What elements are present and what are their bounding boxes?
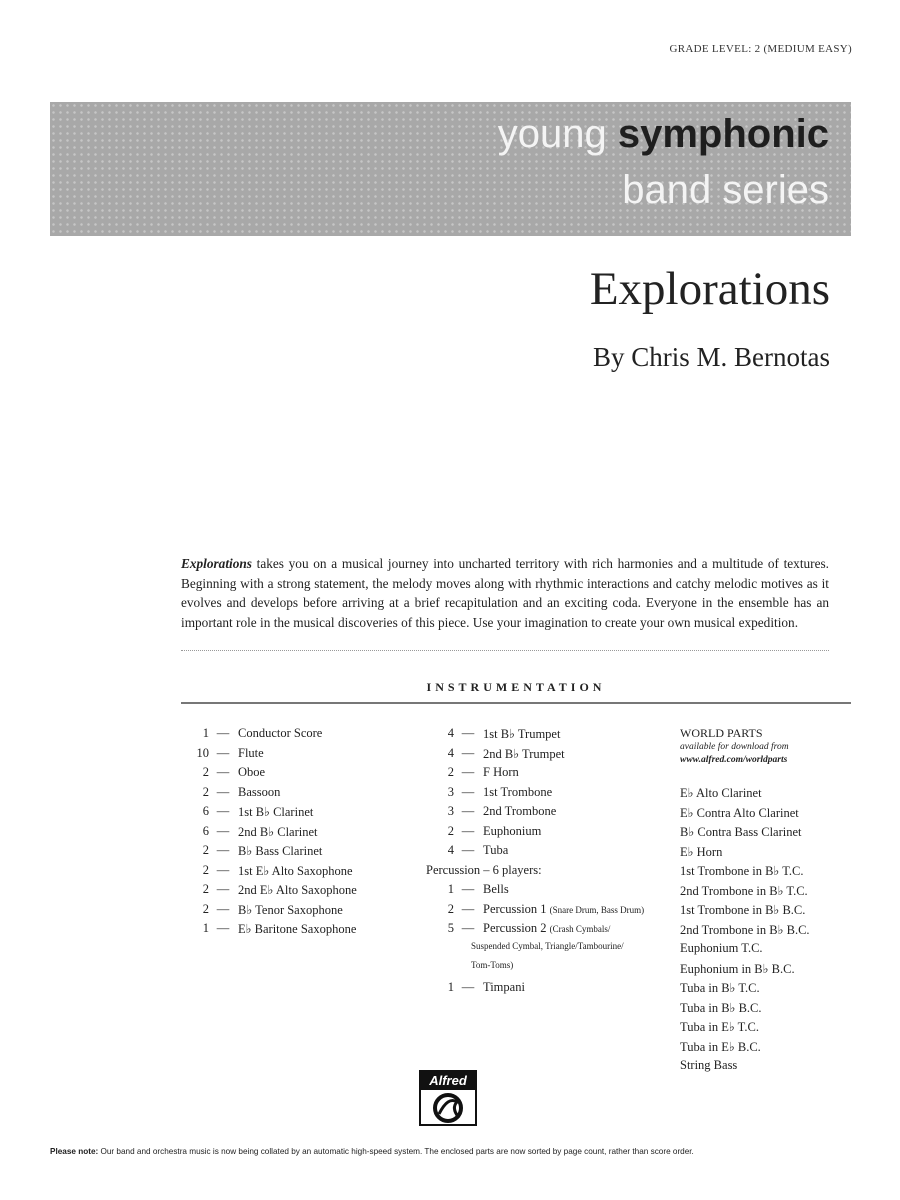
instrument-qty: 2 bbox=[447, 823, 454, 838]
instrument-row: 6 — 2nd B♭ Clarinet bbox=[181, 824, 357, 844]
instrument-row: 1 — Timpani bbox=[426, 980, 644, 1000]
instrument-name: B♭ Bass Clarinet bbox=[238, 844, 323, 858]
instrument-name: Bells bbox=[483, 882, 509, 896]
instrument-row: 5 — Percussion 2 (Crash Cymbals/ bbox=[426, 921, 644, 941]
instrument-name: F Horn bbox=[483, 765, 519, 779]
instrument-row: 4 — 2nd B♭ Trumpet bbox=[426, 746, 644, 766]
instrument-name: 2nd B♭ Trumpet bbox=[483, 746, 565, 761]
instrument-name: 1st Trombone bbox=[483, 784, 553, 799]
instrument-qty: 6 bbox=[202, 823, 209, 838]
instrument-qty: 3 bbox=[447, 804, 454, 818]
instrument-row: 2 — Oboe bbox=[181, 765, 357, 785]
instrument-row: 4 — Tuba bbox=[426, 843, 644, 863]
instrument-qty: 5 bbox=[447, 921, 454, 935]
instrument-name: Conductor Score bbox=[238, 726, 323, 740]
percussion-heading: Percussion – 6 players: bbox=[426, 862, 542, 877]
instrument-name: B♭ Tenor Saxophone bbox=[238, 902, 343, 917]
footer-note bbox=[50, 1147, 851, 1156]
world-part-item: B♭ Contra Bass Clarinet bbox=[680, 825, 802, 839]
instrument-row: 6 — 1st B♭ Clarinet bbox=[181, 804, 357, 824]
world-parts-list bbox=[680, 726, 810, 1078]
world-part-item: E♭ Horn bbox=[680, 844, 723, 859]
instrument-row: 10 — Flute bbox=[181, 746, 357, 766]
instrument-name: Bassoon bbox=[238, 784, 281, 799]
instrument-qty: 2 bbox=[202, 784, 209, 799]
world-part-item: Euphonium in B♭ B.C. bbox=[680, 961, 795, 976]
instrumentation-heading: INSTRUMENTATION bbox=[426, 680, 606, 694]
instrument-qty: 2 bbox=[202, 862, 209, 877]
instrument-row: 3 — 1st Trombone bbox=[426, 785, 644, 805]
world-parts-note: available for download from bbox=[680, 742, 789, 752]
instrument-name: 2nd Trombone bbox=[483, 804, 557, 818]
footer-note-label: Please note: bbox=[50, 1147, 99, 1156]
instrument-name: 1st B♭ Trumpet bbox=[483, 727, 561, 741]
instrument-qty: 4 bbox=[447, 843, 454, 857]
instrument-name-text: Percussion 1 bbox=[483, 901, 547, 916]
world-part-item: Euphonium T.C. bbox=[680, 941, 763, 955]
instrument-qty: 2 bbox=[202, 901, 209, 916]
instrument-name bbox=[482, 902, 644, 917]
world-part-item: Tuba in E♭ T.C. bbox=[680, 1020, 759, 1034]
instrumentation-divider bbox=[181, 702, 851, 704]
instrument-row: 2 — F Horn bbox=[426, 765, 644, 785]
instrument-list-brass-percussion bbox=[426, 726, 644, 999]
instrument-qty: 1 bbox=[202, 921, 209, 935]
instrument-qty: 10 bbox=[196, 745, 209, 760]
alfred-emblem-icon bbox=[429, 1092, 467, 1124]
instrument-row: 2 — B♭ Bass Clarinet bbox=[181, 843, 357, 863]
instrument-name: Oboe bbox=[238, 765, 266, 779]
instrument-row: 1 — Conductor Score bbox=[181, 726, 357, 746]
instrument-note: (Snare Drum, Bass Drum) bbox=[549, 904, 645, 915]
instrument-row: 2 — Bassoon bbox=[181, 785, 357, 805]
instrument-qty: 2 bbox=[447, 901, 454, 916]
instrument-qty: 2 bbox=[447, 765, 454, 779]
instrument-name: Flute bbox=[238, 745, 264, 760]
instrument-note-continued: Tom-Toms) bbox=[471, 960, 514, 970]
grade-level: GRADE LEVEL: 2 (MEDIUM EASY) bbox=[669, 43, 852, 55]
alfred-logo bbox=[419, 1070, 477, 1126]
world-part-item: Tuba in B♭ T.C. bbox=[680, 981, 760, 995]
banner-word-young: young bbox=[497, 112, 607, 156]
instrument-row: 2 — B♭ Tenor Saxophone bbox=[181, 902, 357, 922]
instrument-row: 2 — 1st E♭ Alto Saxophone bbox=[181, 863, 357, 883]
piece-title: Explorations bbox=[589, 263, 830, 315]
alfred-logo-text: Alfred bbox=[421, 1072, 475, 1090]
description-body: takes you on a musical journey into uncharted territory with rich harmonies and a multitude of textures. Beginning with a strong statement, the melody moves along with rhythmic interactions and catchy melodic motives as it evolves and develops before arriving at a brief recapitulation and an exciting coda. Everyone in the ensemble has an important role in the musical discoveries of this piece. Use your imagination to create your own musical expedition. bbox=[181, 556, 829, 630]
instrument-row: 4 — 1st B♭ Trumpet bbox=[426, 726, 644, 746]
world-part-item: 2nd Trombone in B♭ B.C. bbox=[680, 922, 810, 937]
instrument-name: Timpani bbox=[483, 979, 525, 994]
world-parts-url: www.alfred.com/worldparts bbox=[680, 755, 788, 765]
instrument-qty: 3 bbox=[447, 784, 454, 799]
instrument-qty: 6 bbox=[202, 804, 209, 818]
world-parts-title: WORLD PARTS bbox=[680, 726, 763, 740]
instrument-name: Tuba bbox=[483, 843, 509, 857]
instrument-qty: 2 bbox=[202, 843, 209, 857]
instrument-qty: 4 bbox=[447, 745, 454, 760]
instrument-name: 2nd E♭ Alto Saxophone bbox=[238, 883, 357, 897]
instrument-row: 2 — 2nd E♭ Alto Saxophone bbox=[181, 882, 357, 902]
world-part-item: E♭ Contra Alto Clarinet bbox=[680, 805, 799, 820]
instrument-name: 2nd B♭ Clarinet bbox=[238, 824, 318, 839]
composer-credit: By Chris M. Bernotas bbox=[592, 342, 830, 372]
description-divider bbox=[181, 650, 829, 651]
instrument-qty: 1 bbox=[447, 882, 454, 896]
world-part-item: Tuba in B♭ B.C. bbox=[680, 1000, 762, 1015]
instrument-name: Euphonium bbox=[483, 823, 542, 838]
instrument-name bbox=[482, 921, 610, 936]
banner-line-2: band series bbox=[622, 168, 829, 212]
banner-line-1 bbox=[498, 112, 829, 156]
world-part-item: 1st Trombone in B♭ T.C. bbox=[680, 864, 804, 878]
instrument-row: 2 — Percussion 1 (Snare Drum, Bass Drum) bbox=[426, 902, 644, 922]
description-lead: Explorations bbox=[181, 556, 252, 571]
instrument-qty: 2 bbox=[202, 882, 209, 896]
instrument-name: E♭ Baritone Saxophone bbox=[238, 922, 357, 936]
world-part-item: 2nd Trombone in B♭ T.C. bbox=[680, 883, 808, 898]
world-part-item: String Bass bbox=[680, 1058, 738, 1072]
world-part-item: Tuba in E♭ B.C. bbox=[680, 1039, 761, 1054]
instrument-row: 3 — 2nd Trombone bbox=[426, 804, 644, 824]
series-banner bbox=[50, 102, 851, 236]
world-part-item: 1st Trombone in B♭ B.C. bbox=[680, 903, 806, 917]
instrument-row: 1 — E♭ Baritone Saxophone bbox=[181, 921, 357, 941]
instrument-qty: 4 bbox=[447, 726, 454, 740]
piece-description bbox=[181, 554, 829, 632]
footer-note-text: Our band and orchestra music is now being collated by an automatic high-speed system. The enclosed parts are now sorted by page count, rather than score order. bbox=[98, 1147, 694, 1156]
world-part-item: E♭ Alto Clarinet bbox=[680, 786, 762, 800]
instrument-name: 1st B♭ Clarinet bbox=[238, 805, 314, 819]
instrument-note: (Crash Cymbals/ bbox=[549, 924, 611, 934]
instrument-row: 2 — Euphonium bbox=[426, 824, 644, 844]
instrument-name-text: Percussion 2 bbox=[483, 921, 547, 935]
instrument-qty: 2 bbox=[202, 765, 209, 779]
instrument-qty: 1 bbox=[447, 979, 454, 994]
instrument-row: 1 — Bells bbox=[426, 882, 644, 902]
instrument-qty: 1 bbox=[202, 726, 209, 740]
instrument-name: 1st E♭ Alto Saxophone bbox=[238, 863, 353, 878]
banner-word-symphonic: symphonic bbox=[617, 112, 829, 156]
instrument-note-continued: Suspended Cymbal, Triangle/Tambourine/ bbox=[471, 940, 624, 951]
instrument-list-woodwinds bbox=[181, 726, 357, 941]
